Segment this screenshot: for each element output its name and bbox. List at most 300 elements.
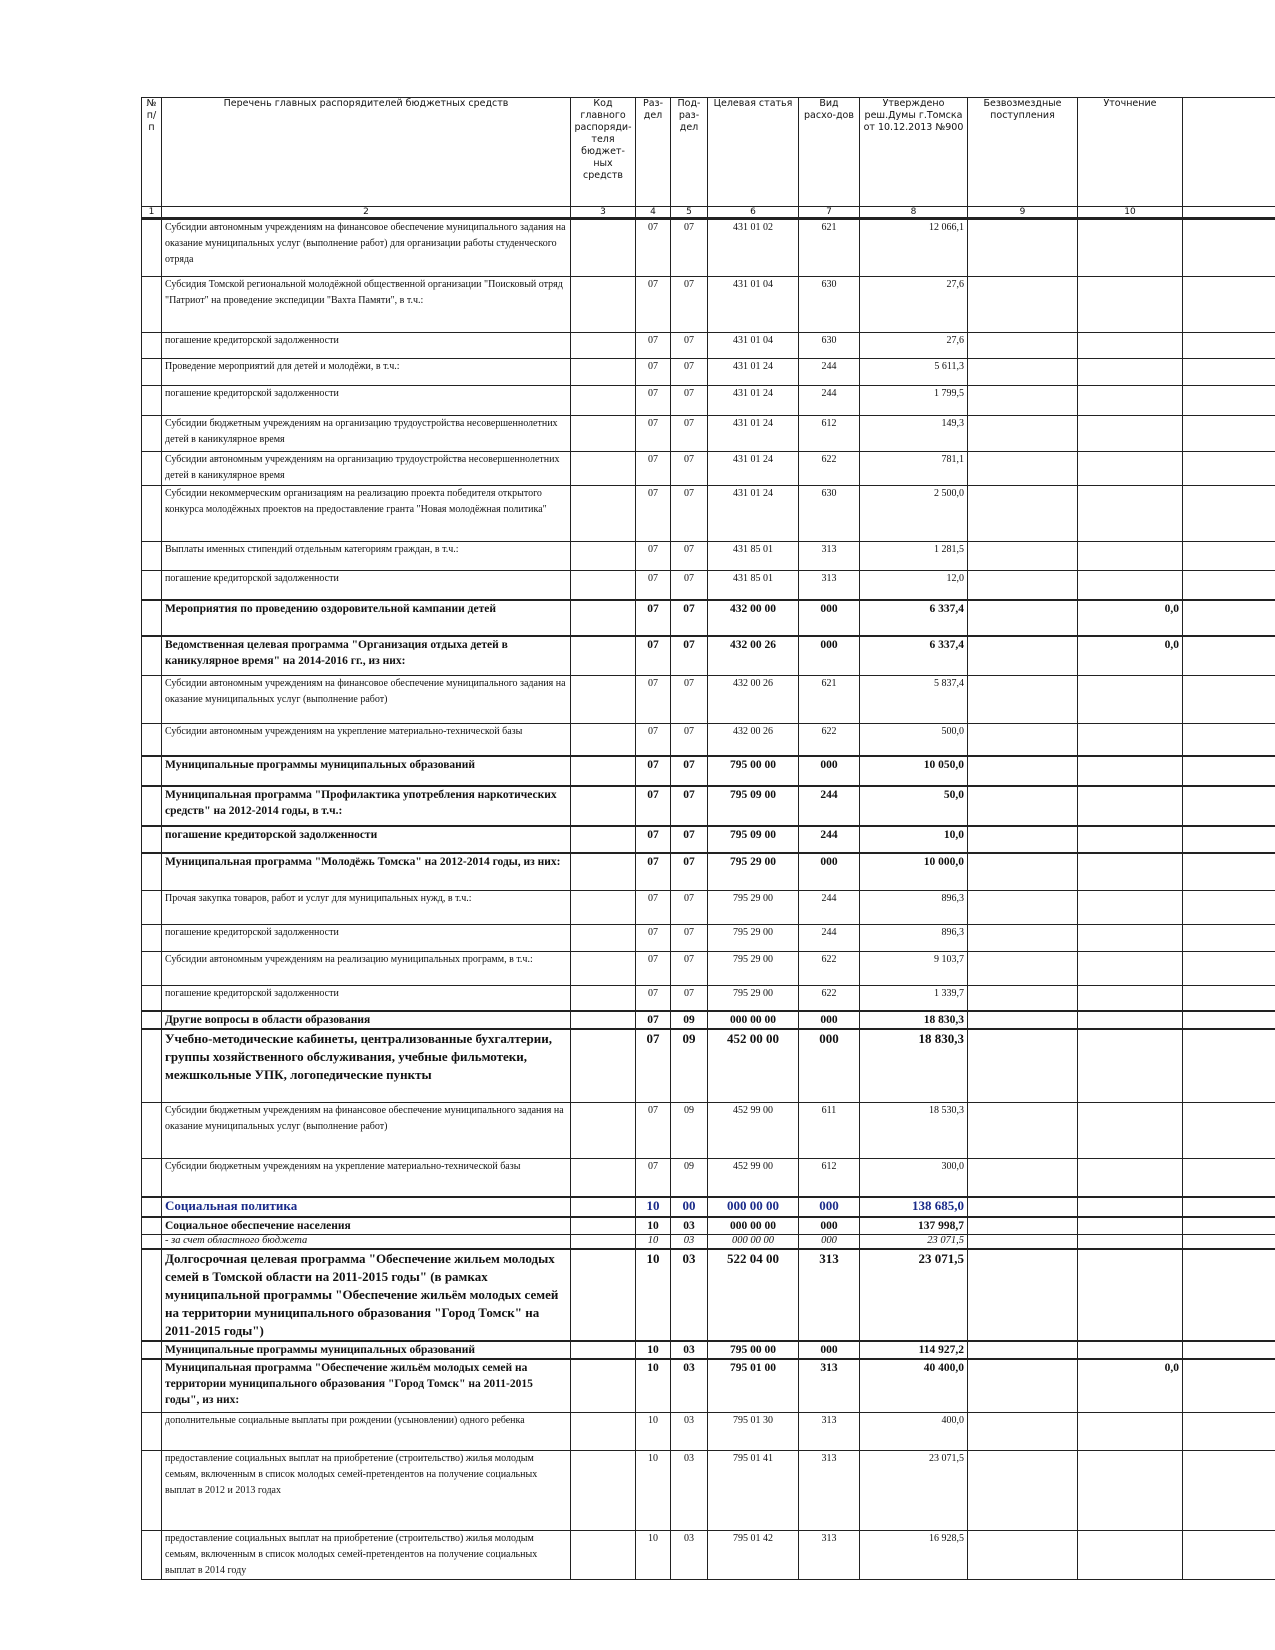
row-free-receipts-cell [968,891,1078,925]
row-vid-cell: 612 [799,1159,860,1197]
row-tselevaya-cell: 795 29 00 [708,986,799,1011]
row-clarification-cell: 0,0 [1078,636,1183,676]
row-razdel-cell: 07 [636,386,671,416]
row-free-receipts-cell [968,826,1078,853]
row-free-receipts-cell [968,452,1078,486]
row-extra-cell [1183,219,1275,277]
row-number-cell [142,359,162,386]
table-row [142,600,1275,636]
row-extra-cell [1183,1531,1275,1580]
table-row [142,386,1275,416]
row-free-receipts-cell [968,1341,1078,1359]
row-extra-cell [1183,952,1275,986]
row-name-cell: Субсидии автономным учреждениям на организацию трудоустройства несовершеннолетних детей в каникулярное время [162,452,571,486]
row-code-cell [571,542,636,571]
row-approved-cell: 149,3 [860,416,968,452]
row-extra-cell [1183,1235,1275,1249]
row-vid-cell: 313 [799,1531,860,1580]
row-clarification-cell [1078,952,1183,986]
row-podrazdel-cell: 07 [671,986,708,1011]
row-clarification-cell [1078,676,1183,724]
row-number-cell [142,925,162,952]
row-extra-cell [1183,1197,1275,1217]
row-code-cell [571,333,636,359]
row-clarification-cell [1078,1235,1183,1249]
row-extra-cell [1183,452,1275,486]
row-name-cell: погашение кредиторской задолженности [162,386,571,416]
row-code-cell [571,1413,636,1451]
col-header-approved: Утверждено реш.Думы г.Томска от 10.12.2013 №900 [860,98,968,207]
row-name-cell: Другие вопросы в области образования [162,1011,571,1029]
row-code-cell [571,600,636,636]
row-razdel-cell: 07 [636,1103,671,1159]
col-number: 1 [142,207,162,219]
row-clarification-cell [1078,1249,1183,1341]
row-tselevaya-cell: 431 01 24 [708,452,799,486]
row-name-cell: погашение кредиторской задолженности [162,925,571,952]
row-free-receipts-cell [968,600,1078,636]
row-free-receipts-cell [968,986,1078,1011]
row-clarification-cell [1078,786,1183,826]
row-tselevaya-cell: 452 00 00 [708,1029,799,1103]
col-header-free-receipts: Безвозмездные поступления [968,98,1078,207]
table-row [142,1217,1275,1235]
row-number-cell [142,1197,162,1217]
row-name-cell: предоставление социальных выплат на приобретение (строительство) жилья молодым семьям, включенным в список молодых семей-претендентов на получение социальных выплат в 2012 и 2013 годах [162,1451,571,1531]
row-name-cell: Долгосрочная целевая программа "Обеспечение жильем молодых семей в Томской области на 2011-2015 годы" (в рамках муниципальной программы "Обеспечение жильём молодых семей на территории муниципального образования "Город Томск" на 2011-2015 годы") [162,1249,571,1341]
col-number: 7 [799,207,860,219]
row-name-cell: Социальное обеспечение населения [162,1217,571,1235]
row-podrazdel-cell: 07 [671,333,708,359]
row-number-cell [142,853,162,891]
row-tselevaya-cell: 522 04 00 [708,1249,799,1341]
row-free-receipts-cell [968,786,1078,826]
row-number-cell [142,1359,162,1413]
col-header-extra [1183,98,1275,207]
row-vid-cell: 630 [799,277,860,333]
row-code-cell [571,1359,636,1413]
row-clarification-cell [1078,891,1183,925]
table-row [142,333,1275,359]
table-row [142,952,1275,986]
row-tselevaya-cell: 431 01 24 [708,416,799,452]
table-row [142,1451,1275,1531]
row-free-receipts-cell [968,636,1078,676]
row-razdel-cell: 07 [636,826,671,853]
row-free-receipts-cell [968,542,1078,571]
row-code-cell [571,724,636,756]
row-clarification-cell [1078,486,1183,542]
table-row [142,1197,1275,1217]
table-row [142,219,1275,277]
table-row [142,1249,1275,1341]
header-row [142,98,1275,207]
row-extra-cell [1183,386,1275,416]
row-razdel-cell: 07 [636,277,671,333]
row-podrazdel-cell: 07 [671,826,708,853]
row-name-cell: Субсидии бюджетным учреждениям на финансовое обеспечение муниципального задания на оказание муниципальных услуг (выполнение работ) [162,1103,571,1159]
row-approved-cell: 6 337,4 [860,600,968,636]
row-extra-cell [1183,756,1275,786]
row-approved-cell: 10,0 [860,826,968,853]
row-razdel-cell: 07 [636,724,671,756]
row-number-cell [142,1413,162,1451]
row-name-cell: Субсидии бюджетным учреждениям на укрепление материально-технической базы [162,1159,571,1197]
row-podrazdel-cell: 03 [671,1359,708,1413]
row-razdel-cell: 07 [636,1011,671,1029]
table-row [142,542,1275,571]
table-row [142,1413,1275,1451]
row-extra-cell [1183,1159,1275,1197]
row-approved-cell: 18 830,3 [860,1029,968,1103]
row-extra-cell [1183,542,1275,571]
table-row [142,786,1275,826]
row-code-cell [571,1217,636,1235]
row-name-cell: Ведомственная целевая программа "Организация отдыха детей в каникулярное время" на 2014-2016 гг., из них: [162,636,571,676]
row-tselevaya-cell: 432 00 26 [708,724,799,756]
row-code-cell [571,853,636,891]
row-razdel-cell: 07 [636,636,671,676]
row-razdel-cell: 07 [636,756,671,786]
row-tselevaya-cell: 795 00 00 [708,1341,799,1359]
col-number: 6 [708,207,799,219]
row-extra-cell [1183,416,1275,452]
row-tselevaya-cell: 795 29 00 [708,891,799,925]
row-vid-cell: 630 [799,333,860,359]
row-name-cell: Мероприятия по проведению оздоровительной кампании детей [162,600,571,636]
row-razdel-cell: 07 [636,600,671,636]
row-podrazdel-cell: 03 [671,1451,708,1531]
row-clarification-cell [1078,853,1183,891]
row-extra-cell [1183,1249,1275,1341]
col-number [1183,207,1275,219]
row-name-cell: погашение кредиторской задолженности [162,986,571,1011]
row-vid-cell: 000 [799,1235,860,1249]
row-razdel-cell: 07 [636,853,671,891]
row-razdel-cell: 07 [636,786,671,826]
row-podrazdel-cell: 07 [671,359,708,386]
row-number-cell [142,416,162,452]
budget-table [141,97,1275,1580]
row-name-cell: дополнительные социальные выплаты при рождении (усыновлении) одного ребенка [162,1413,571,1451]
row-vid-cell: 244 [799,925,860,952]
row-vid-cell: 000 [799,1029,860,1103]
row-clarification-cell [1078,452,1183,486]
row-extra-cell [1183,676,1275,724]
row-clarification-cell [1078,724,1183,756]
table-row [142,359,1275,386]
row-extra-cell [1183,1359,1275,1413]
row-number-cell [142,1531,162,1580]
row-podrazdel-cell: 03 [671,1217,708,1235]
row-code-cell [571,386,636,416]
row-clarification-cell [1078,571,1183,600]
row-code-cell [571,1531,636,1580]
row-free-receipts-cell [968,1159,1078,1197]
row-tselevaya-cell: 000 00 00 [708,1217,799,1235]
row-podrazdel-cell: 00 [671,1197,708,1217]
row-tselevaya-cell: 795 29 00 [708,952,799,986]
col-header-name: Перечень главных распорядителей бюджетных средств [162,98,571,207]
row-tselevaya-cell: 452 99 00 [708,1103,799,1159]
row-podrazdel-cell: 07 [671,542,708,571]
table-row [142,1341,1275,1359]
row-extra-cell [1183,1451,1275,1531]
row-tselevaya-cell: 431 01 24 [708,359,799,386]
row-extra-cell [1183,853,1275,891]
row-extra-cell [1183,826,1275,853]
row-tselevaya-cell: 795 00 00 [708,756,799,786]
row-name-cell: Выплаты именных стипендий отдельным категориям граждан, в т.ч.: [162,542,571,571]
table-row [142,986,1275,1011]
row-razdel-cell: 10 [636,1197,671,1217]
column-number-row [142,207,1275,219]
row-vid-cell: 244 [799,359,860,386]
row-number-cell [142,1235,162,1249]
row-approved-cell: 23 071,5 [860,1451,968,1531]
row-vid-cell: 000 [799,1197,860,1217]
row-podrazdel-cell: 09 [671,1159,708,1197]
col-header-podrazdel: Под-раз-дел [671,98,708,207]
table-row [142,1011,1275,1029]
row-razdel-cell: 10 [636,1249,671,1341]
row-tselevaya-cell: 431 01 02 [708,219,799,277]
table-row [142,853,1275,891]
row-clarification-cell: 0,0 [1078,600,1183,636]
row-approved-cell: 6 337,4 [860,636,968,676]
row-tselevaya-cell: 431 85 01 [708,571,799,600]
row-tselevaya-cell: 795 01 41 [708,1451,799,1531]
row-free-receipts-cell [968,952,1078,986]
row-podrazdel-cell: 07 [671,756,708,786]
row-tselevaya-cell: 795 29 00 [708,925,799,952]
row-number-cell [142,600,162,636]
row-code-cell [571,1029,636,1103]
row-razdel-cell: 07 [636,452,671,486]
row-vid-cell: 313 [799,1249,860,1341]
row-number-cell [142,1159,162,1197]
row-code-cell [571,486,636,542]
row-tselevaya-cell: 000 00 00 [708,1235,799,1249]
row-free-receipts-cell [968,1413,1078,1451]
row-name-cell: Муниципальная программа "Молодёжь Томска" на 2012-2014 годы, из них: [162,853,571,891]
row-extra-cell [1183,1029,1275,1103]
row-free-receipts-cell [968,1235,1078,1249]
row-number-cell [142,636,162,676]
row-code-cell [571,359,636,386]
row-number-cell [142,676,162,724]
row-vid-cell: 313 [799,571,860,600]
row-clarification-cell [1078,416,1183,452]
row-razdel-cell: 10 [636,1341,671,1359]
row-tselevaya-cell: 452 99 00 [708,1159,799,1197]
row-vid-cell: 000 [799,1217,860,1235]
row-code-cell [571,756,636,786]
row-clarification-cell [1078,1103,1183,1159]
row-vid-cell: 000 [799,756,860,786]
row-code-cell [571,571,636,600]
row-clarification-cell [1078,1531,1183,1580]
row-approved-cell: 781,1 [860,452,968,486]
row-vid-cell: 630 [799,486,860,542]
table-row [142,277,1275,333]
row-name-cell: Субсидии автономным учреждениям на укрепление материально-технической базы [162,724,571,756]
row-extra-cell [1183,786,1275,826]
row-approved-cell: 1 799,5 [860,386,968,416]
row-name-cell: погашение кредиторской задолженности [162,571,571,600]
row-number-cell [142,1011,162,1029]
row-extra-cell [1183,891,1275,925]
row-razdel-cell: 07 [636,891,671,925]
row-podrazdel-cell: 03 [671,1249,708,1341]
row-tselevaya-cell: 432 00 26 [708,636,799,676]
row-extra-cell [1183,333,1275,359]
row-number-cell [142,1217,162,1235]
row-razdel-cell: 07 [636,925,671,952]
col-header-clarification: Уточнение [1078,98,1183,207]
row-tselevaya-cell: 431 01 24 [708,486,799,542]
row-number-cell [142,277,162,333]
row-free-receipts-cell [968,1531,1078,1580]
row-vid-cell: 244 [799,891,860,925]
row-approved-cell: 18 830,3 [860,1011,968,1029]
row-name-cell: Субсидии некоммерческим организациям на реализацию проекта победителя открытого конкурса молодёжных проектов на предоставление гранта "Новая молодёжная политика" [162,486,571,542]
row-razdel-cell: 07 [636,542,671,571]
row-vid-cell: 313 [799,1359,860,1413]
row-number-cell [142,571,162,600]
row-podrazdel-cell: 07 [671,952,708,986]
row-clarification-cell [1078,542,1183,571]
row-vid-cell: 244 [799,826,860,853]
row-code-cell [571,925,636,952]
col-header-num: № п/п [142,98,162,207]
row-code-cell [571,1011,636,1029]
row-razdel-cell: 07 [636,219,671,277]
row-podrazdel-cell: 07 [671,853,708,891]
row-clarification-cell [1078,925,1183,952]
row-razdel-cell: 07 [636,986,671,1011]
row-free-receipts-cell [968,1197,1078,1217]
row-clarification-cell [1078,756,1183,786]
table-row [142,891,1275,925]
row-code-cell [571,452,636,486]
row-vid-cell: 000 [799,600,860,636]
row-name-cell: Субсидии автономным учреждениям на финансовое обеспечение муниципального задания на оказание муниципальных услуг (выполнение работ) [162,676,571,724]
row-extra-cell [1183,600,1275,636]
row-approved-cell: 300,0 [860,1159,968,1197]
row-free-receipts-cell [968,359,1078,386]
row-extra-cell [1183,636,1275,676]
row-extra-cell [1183,1103,1275,1159]
row-podrazdel-cell: 07 [671,416,708,452]
row-number-cell [142,542,162,571]
table-row [142,1359,1275,1413]
table-row [142,486,1275,542]
row-vid-cell: 000 [799,636,860,676]
row-razdel-cell: 07 [636,333,671,359]
table-row [142,676,1275,724]
row-approved-cell: 5 837,4 [860,676,968,724]
row-podrazdel-cell: 03 [671,1235,708,1249]
row-clarification-cell [1078,986,1183,1011]
row-code-cell [571,786,636,826]
row-approved-cell: 9 103,7 [860,952,968,986]
row-approved-cell: 12 066,1 [860,219,968,277]
row-razdel-cell: 10 [636,1235,671,1249]
row-podrazdel-cell: 07 [671,452,708,486]
row-clarification-cell [1078,826,1183,853]
row-extra-cell [1183,1217,1275,1235]
table-row [142,756,1275,786]
row-free-receipts-cell [968,386,1078,416]
row-approved-cell: 40 400,0 [860,1359,968,1413]
row-razdel-cell: 07 [636,1029,671,1103]
row-name-cell: предоставление социальных выплат на приобретение (строительство) жилья молодым семьям, включенным в список молодых семей-претендентов на получение социальных выплат в 2014 году [162,1531,571,1580]
row-free-receipts-cell [968,853,1078,891]
row-code-cell [571,1159,636,1197]
row-podrazdel-cell: 03 [671,1341,708,1359]
row-extra-cell [1183,277,1275,333]
row-name-cell: Муниципальная программа "Обеспечение жильём молодых семей на территории муниципального образования "Город Томск" на 2011-2015 годы", из них: [162,1359,571,1413]
budget-rows [142,219,1275,1580]
row-podrazdel-cell: 09 [671,1103,708,1159]
col-header-code: Код главного распоряди-теля бюджет-ных средств [571,98,636,207]
row-razdel-cell: 07 [636,416,671,452]
row-clarification-cell [1078,1451,1183,1531]
row-number-cell [142,1029,162,1103]
row-free-receipts-cell [968,416,1078,452]
row-code-cell [571,636,636,676]
row-number-cell [142,826,162,853]
row-tselevaya-cell: 795 29 00 [708,853,799,891]
row-clarification-cell: 0,0 [1078,1359,1183,1413]
row-approved-cell: 27,6 [860,333,968,359]
row-vid-cell: 244 [799,386,860,416]
row-code-cell [571,1235,636,1249]
row-number-cell [142,786,162,826]
row-tselevaya-cell: 000 00 00 [708,1011,799,1029]
row-extra-cell [1183,571,1275,600]
row-podrazdel-cell: 07 [671,486,708,542]
table-row [142,1159,1275,1197]
row-approved-cell: 10 050,0 [860,756,968,786]
row-code-cell [571,986,636,1011]
row-name-cell: Субсидии автономным учреждениям на реализацию муниципальных программ, в т.ч.: [162,952,571,986]
row-podrazdel-cell: 07 [671,600,708,636]
table-row [142,1235,1275,1249]
row-name-cell: Муниципальная программа "Профилактика употребления наркотических средств" на 2012-2014 годы, в т.ч.: [162,786,571,826]
table-row [142,416,1275,452]
row-approved-cell: 16 928,5 [860,1531,968,1580]
row-free-receipts-cell [968,925,1078,952]
row-free-receipts-cell [968,571,1078,600]
row-razdel-cell: 10 [636,1217,671,1235]
row-name-cell: Муниципальные программы муниципальных образований [162,756,571,786]
row-clarification-cell [1078,333,1183,359]
row-vid-cell: 000 [799,853,860,891]
table-row [142,1103,1275,1159]
row-free-receipts-cell [968,333,1078,359]
row-tselevaya-cell: 431 01 24 [708,386,799,416]
row-number-cell [142,1341,162,1359]
row-razdel-cell: 07 [636,359,671,386]
row-razdel-cell: 07 [636,571,671,600]
row-approved-cell: 1 281,5 [860,542,968,571]
row-extra-cell [1183,1011,1275,1029]
row-free-receipts-cell [968,1249,1078,1341]
row-podrazdel-cell: 09 [671,1029,708,1103]
col-header-tselevaya: Целевая статья [708,98,799,207]
